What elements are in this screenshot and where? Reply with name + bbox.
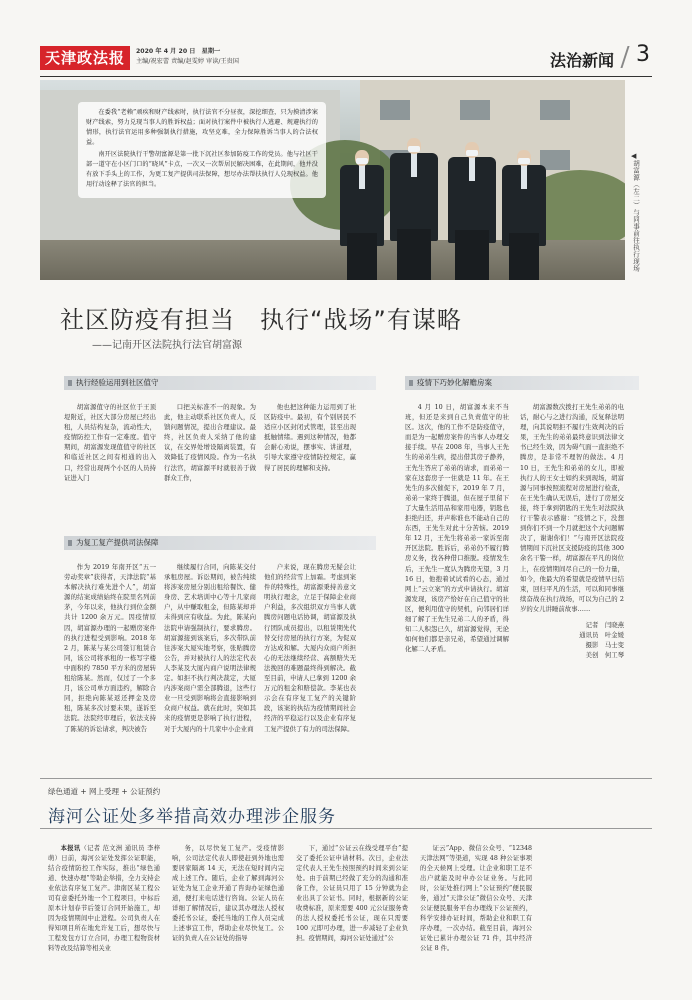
caption-arrow-icon: ◀: [631, 152, 637, 160]
window: [540, 100, 570, 120]
section-heading-community: 执行经验运用到社区值守: [64, 376, 376, 390]
header-rule: [40, 76, 652, 77]
bottom-column: [296, 844, 408, 944]
paragraph: 下，通过“公证云在线受理平台”提交了委托公证申请材料。次日，企业法定代表人王先生按照预约时间来到公证处。由于前期已经做了充分的沟通和准备工作，公证员只用了 15 分钟就为企业出具了公证书。同时，根据新的公证收费标准，原来需要 400 元公证服务费的法人授权委托书公证，现在只需要 100 元即可办理，进一步减轻了企业负担。疫情期间，海河公证处通过“公: [296, 845, 408, 942]
article-column: [164, 562, 256, 734]
paragraph: 继续履行合同，向陈某交付承租房屋。诉讼期间，被告纯续将涉案房屋分别出租给餐饮、健身房、艺术培训中心等十几家商户，从中赚取租金，但陈某却并未得到应有收益。为此，陈某向法院申请强制执行，要求腾房。胡富源接到该案后，多次带队前往涉案大厦实地考察，张贴腾房公告，并对被执行人的法定代表人李某及大厦内商户说明法律规定。如拒不执行判决裁定，大厦内涉案商户需全部腾退，这些行业一旦受到影响将会直接影响到众商户权益。就在此时，突如其来的疫情更是影响了执行进程，对于大厦内的十几家中小企业商: [164, 563, 256, 733]
officer-figure-hu-fuyuan: [448, 142, 496, 280]
article-subheadline: ——记南开区法院执行法官胡富源: [92, 340, 242, 351]
article-column: [64, 562, 156, 734]
byline-correspondent: 通讯员 叶金媛: [579, 631, 624, 640]
page-number: 3: [636, 42, 650, 67]
article-column: [405, 402, 509, 654]
paragraph: 4 月 10 日，胡富源本来不当班，但还是来到自己负责值守的社区。这次，他的工作不是防疫值守，而是为一起赠房案件的当事人办理交接手续。早在 2008 年，当事人王先生的弟弟生病，提出借其房子静养，王先生答应了弟弟的请求，而弟弟一家在这套房子一住就是 11 年。在王先生的多次催促下，2019 年 7 月，弟弟一家终于腾退，但在屋子里留下了大量生活用品和家用电器，钥匙也拒绝归还，并声称谁也不能动自己的东西，王先生对此十分苦恼。2019 年 12 月，王先生将弟弟一家诉至南开区法院。胜诉后，弟弟仍不履行腾房义务，找各种借口推脱。疫情发生后，王先生一度认为腾房无望，3 月 16 日，他抱着试试看的心态，通过网上“云立案”的方式申请执行。胡富源发现，该房产恰好在自己值守的社区，便利用值守的契机，向邻居们详细了解了王先生兄弟二人的矛盾，得知二人积怨已久，胡富源觉得，无论如何他们都是亲兄弟，希望通过调解化解二人矛盾。: [405, 403, 509, 654]
paragraph: 户来说，现在腾房无疑会让他们的经营雪上加霜。考虑到案件的特殊性，胡富源秉持善意文明执行理念，立足于保障企业商户利益，多次组织双方当事人就腾房问题电话协调，胡富源及执行团队成员提出，以租赁期先代替交付房屋的执行方案，为促双方达成和解。大厦内众商户所担心的无法继续经营、高额赔失无法挽回的难题最终得到解决。截至目前，申请人已拿到 1200 余万元的租金和赔偿款。李某也表示会在有序复工复产的关键阶段，该案的执结为疫情期间社会经济的平稳运行以及企业有序复工复产提供了有力的司法保障。: [264, 563, 356, 733]
bottom-column: [172, 844, 284, 944]
section-divider: [620, 46, 629, 68]
article-photo: [40, 80, 625, 280]
bottom-column: [48, 844, 160, 954]
masthead: [40, 42, 652, 76]
newspaper-logo: 天津政法报: [40, 46, 130, 70]
paragraph: 证云”App、微信公众号、“12348 天津法网”等渠道，实现 48 种公证事项的全天候网上受理。让企业和职工足不出户就能及时申办公证业务。与此同时，公证处推行网上“公证预约”便民服务，通过“天津公证”微信公众号、天津公证便民服务平台办理线下公证预约，科学安排办证时间，帮助企业和职工有序办理，一次办结。截至目前，海河公证处已累计办理公证 71 件，其中经济公证 8 件。: [420, 845, 532, 952]
paragraph-text: （记者 范文洲 通讯员 李梓萌）日前，海河公证处发挥公证职能，结合疫情防控工作实际，推出“绿色通道、快速办理”等助企举措，全力支持企业依法有序复工复产。津南区某工程公司有意委托外地一个工程项目，中标后原本计划春节后签订合同开始施工，却因为疫情期间中止进程。公司负责人在得知项目所在地允许复工后，想尽快与工程发包方订立合同，办理工程物资材料等改及结算等相关业: [48, 845, 160, 952]
officer-figure: [502, 150, 546, 280]
lead-tag: 本报讯: [60, 845, 81, 852]
window: [380, 100, 410, 120]
intro-paragraph: 南开区法院执行干警胡富源是第一批下沉社区参加防疫工作的党员。他与社区干部一道守在小区门口的“晓风”卡点，一次又一次帮居民解决困难，在此期间，他并没有放下手头上的工作，为更工复产提供司法保障，想尽办法帮扶执行人兑现权益。他用行动诠释了法官的担当。: [86, 151, 318, 188]
paragraph: 务，以尽快复工复产。受疫情影响，公司法定代表人即使赶到外地也需要居家隔离 14 天，无法在短时间内完成上述工作。随后，企业了解到海河公证处为复工企业开通了咨询办证绿色通道，便打来电话进行咨询。公证人员在详细了解情况后，建议其办理法人授权委托书公证，委托当地的工作人员完成上述事宜工作，帮助企业尽快复工。公证的负责人在公证处的指导: [172, 845, 284, 942]
paragraph: 他也把这种能力运用到了社区防疫中。最初，有个别居民不适应小区封闭式管理，甚至出现抵触情绪。遇到这种情况，他都会耐心劝说，摆事实、讲道理，引导大家遵守疫情防控规定，赢得了居民的理解和支持。: [264, 403, 356, 472]
byline-design: 美创 何工琴: [585, 651, 624, 660]
byline-photo: 摄影 马士变: [585, 641, 624, 650]
paragraph: 作为 2019 年南开区“五一劳动奖章”获得者，天津法院“基本解决执行难先进个人”，胡富源的结案成绩始终在院里名列前茅，今年以来，他执行到位金额共计 1200 余万元。因疫情原因，胡富源办理的一起赠房案件的执行进程受到影响。2018 年 2 月，陈某与某公司签订租赁合同，该公司将承租的一栋写字楼中面积约 7850 平方米的房屋转租给陈某。然而，仅过了一个多月，该公司单方面违约，解除合同，拒绝向陈某返还押金及房租，陈某多次讨要未果，遂诉至法院。法院经审理后，依法支持了陈某的诉讼请求，判决被告: [64, 563, 156, 733]
byline-reporter: 记者 闫晓燕: [585, 620, 624, 629]
paragraph: 口把关标准不一的现象。为此，他主动联系社区负责人，反馈问题情况，提出合理建议。最终，社区负责人采纳了他的建议，在交界处增设隔离装置，有效降低了疫情风险。作为一名执行法官，胡富源平时就很善于做群众工作，: [164, 403, 256, 482]
paragraph: 胡富源数次拨打王先生弟弟的电话，耐心与之进行沟通，反复释法明理，向其说明拒不履行生效判决的后果，王先生的弟弟最终意识到法律文书已经生效，因为碍气面一直拒绝不腾房，是非常不理智的做法。4 月 10 日，王先生和弟弟的女儿，即被执行人的王女士如约来到现场，胡富源与同事按照流程对房屋进行检查，在王先生确认无误后，进行了房屋交接，终于拿到钥匙的王先生对法院执行干警表示感谢：“疫情之下，没想到你们不到一个月就把这个大问题解决了，谢谢你们！”与南开区法院疫情期间下沉社区支援防疫的其他 300 余名干警一样，胡富源在平凡的岗位上，在疫情期间尽自己的一份力量，如今，他最大的希望就是疫情早日结束，回归平凡的生活，可以和同事继续奋战在执行战场，可以为自己的 2 岁的女儿讲睡前故事……: [520, 403, 624, 613]
editor-credits: 主编/祝宏蕾 责编/赵雯婷 审读/王贵国: [136, 58, 239, 65]
photo-intro-box: [78, 102, 326, 198]
article-column: [264, 402, 356, 473]
issue-info: [136, 47, 239, 67]
article-column: [264, 562, 356, 734]
officer-figure: [340, 150, 384, 280]
officer-figure: [390, 138, 438, 280]
byline-block: [520, 620, 624, 660]
article-column: [520, 402, 624, 660]
article-headline: 社区防疫有担当 执行“战场”有谋略: [60, 306, 462, 334]
bottom-top-rule: [40, 778, 652, 779]
bottom-headline: 海河公证处多举措高效办理涉企服务: [48, 807, 336, 827]
bottom-column: [420, 844, 532, 954]
bottom-kicker: 绿色通道 + 网上受理 + 公证预约: [48, 787, 161, 796]
intro-paragraph: 在委我“老赖”顽疾和财产线索时，执行法官不分昼夜，深挖细查，只为摸清涉案财产线索，努力兑现当事人的胜诉权益；面对执行案件中被执行人逃避、规避执行的情形，执行法官运用多种强制执行措施，攻坚克难，全力保障胜诉当事人的合法权益。: [86, 109, 318, 146]
issue-date: 2020 年 4 月 20 日 星期一: [136, 48, 221, 55]
window: [460, 100, 490, 120]
paragraph: [48, 844, 160, 954]
section-heading-recovery: 为复工复产提供司法保障: [64, 536, 376, 550]
section-title: 法治新闻: [549, 51, 614, 70]
article-column: [64, 402, 156, 483]
paragraph: 胡富源值守的社区位于王顶堤附近，社区大部分房屋已经出租，人员结构复杂，流动性大，疫情防控工作有一定难度。值守期间，胡富源发现值值守的社区和临近社区之间有相通的出入口，经常出现两个小区的人员持证进入门: [64, 403, 156, 482]
section-heading-housing-case: 疫情下巧妙化解赡房案: [405, 376, 639, 390]
article-column: [164, 402, 256, 483]
bottom-title-rule: [40, 828, 652, 829]
bottom-article: [40, 768, 652, 990]
photo-side-caption: 胡富源（左二）与同事前往执行现场: [632, 160, 640, 272]
